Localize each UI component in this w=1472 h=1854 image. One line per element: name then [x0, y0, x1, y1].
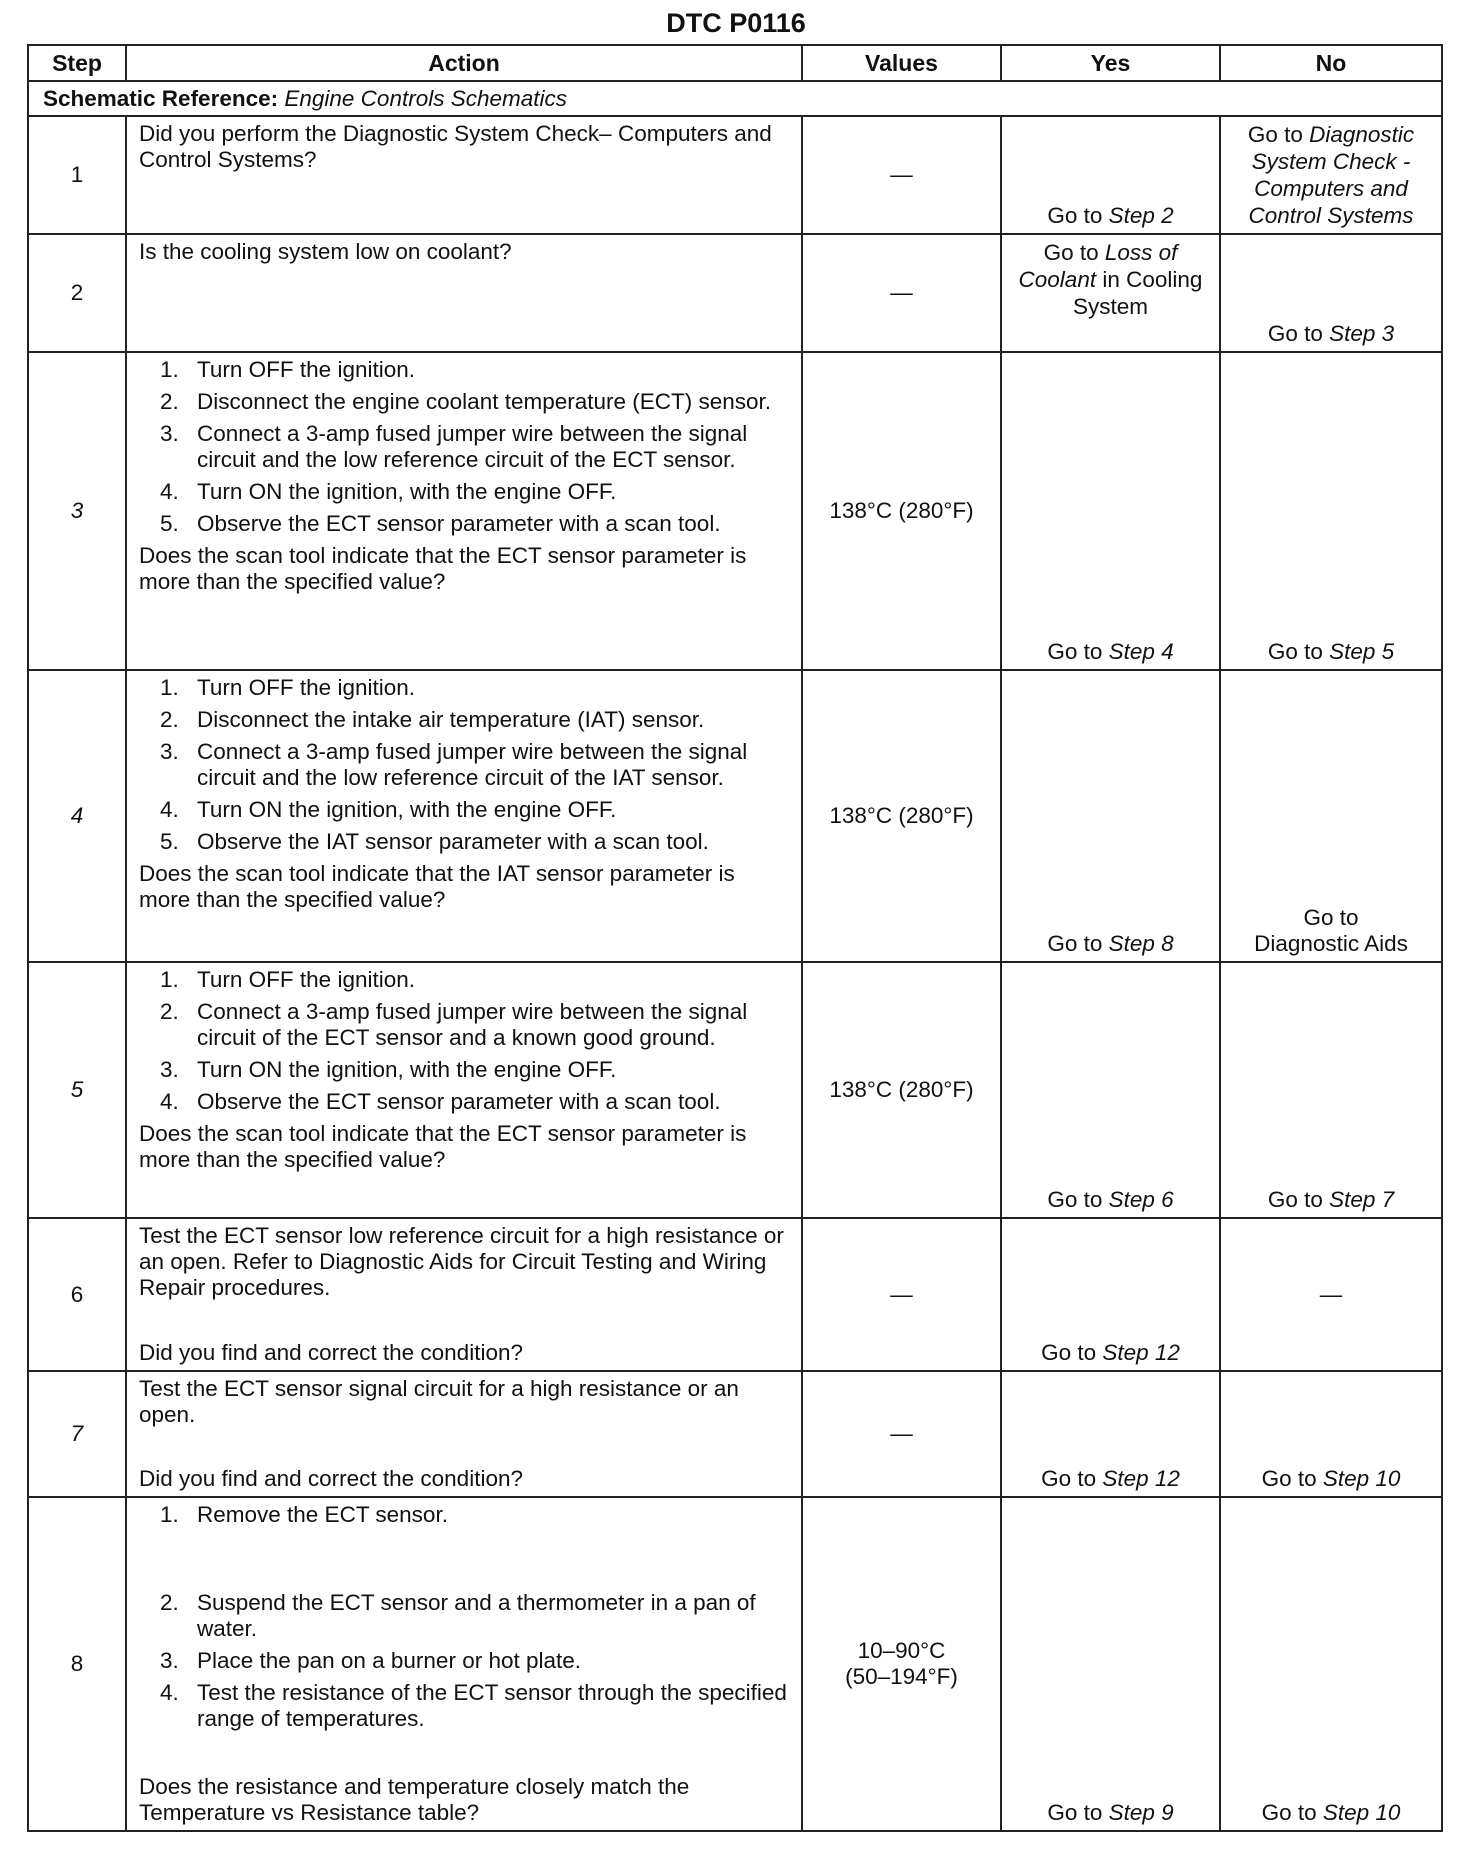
- step-number: 6: [28, 1218, 126, 1371]
- question-text: Does the resistance and temperature closely match the Temperature vs Resistance table?: [139, 1774, 690, 1825]
- question-text: Does the scan tool indicate that the ECT sensor parameter is more than the specified value?: [139, 1121, 747, 1172]
- step-number: 7: [28, 1371, 126, 1497]
- yes-link[interactable]: Loss of Coolant: [1018, 240, 1178, 292]
- yes-cell: Go to Step 12: [1001, 1371, 1220, 1497]
- table-row: [28, 1371, 1442, 1497]
- table-row: [28, 352, 1442, 670]
- action-list: [139, 675, 791, 855]
- yes-link[interactable]: Step 12: [1102, 1340, 1180, 1365]
- question-text: Did you find and correct the condition?: [139, 1466, 523, 1491]
- value-cell: 138°C (280°F): [802, 352, 1001, 670]
- value-cell: —: [802, 1371, 1001, 1497]
- action-list: [139, 357, 791, 537]
- action-list: [139, 1502, 791, 1732]
- action-text: Test the ECT sensor low reference circuit for a high resistance or an open. Refer to Diagnostic Aids for Circuit Testing and Wiring Repair procedures.: [139, 1223, 784, 1300]
- question-text: Did you find and correct the condition?: [139, 1340, 523, 1365]
- list-item: 1. Turn OFF the ignition.: [160, 357, 416, 382]
- list-item: 3. Turn ON the ignition, with the engine OFF.: [160, 1057, 617, 1082]
- list-item: 3. Connect a 3-amp fused jumper wire between the signal circuit and the low reference circuit of the ECT sensor.: [160, 421, 748, 472]
- yes-link[interactable]: Step 9: [1108, 1800, 1174, 1825]
- action-cell: [126, 1218, 802, 1371]
- list-item: 3. Connect a 3-amp fused jumper wire between the signal circuit and the low reference circuit of the IAT sensor.: [160, 739, 748, 790]
- action-text: Test the ECT sensor signal circuit for a high resistance or an open.: [139, 1376, 739, 1427]
- no-cell: Go to Step 5: [1220, 352, 1442, 670]
- dtc-table: [27, 44, 1443, 1832]
- yes-link[interactable]: Step 2: [1108, 203, 1174, 228]
- no-cell: Go to Step 10: [1220, 1371, 1442, 1497]
- table-row: [28, 962, 1442, 1218]
- no-link[interactable]: Step 10: [1322, 1800, 1401, 1825]
- list-item: 4. Test the resistance of the ECT sensor through the specified range of temperatures.: [160, 1680, 787, 1731]
- yes-link[interactable]: Step 6: [1108, 1187, 1174, 1212]
- action-cell: [126, 352, 802, 670]
- no-link[interactable]: Step 3: [1329, 321, 1395, 346]
- no-link[interactable]: Diagnostic Aids: [1254, 931, 1408, 956]
- value-cell: —: [802, 1218, 1001, 1371]
- yes-link[interactable]: Step 4: [1108, 639, 1174, 664]
- action-cell: [126, 1371, 802, 1497]
- question-text: Does the scan tool indicate that the IAT sensor parameter is more than the specified value?: [139, 861, 735, 912]
- header-action: Action: [126, 45, 802, 81]
- yes-cell: Go to Step 8: [1001, 670, 1220, 962]
- table-row: [28, 116, 1442, 234]
- question-text: Does the scan tool indicate that the ECT sensor parameter is more than the specified value?: [139, 543, 747, 594]
- schematic-reference: Schematic Reference: Engine Controls Schematics: [28, 81, 1442, 116]
- schematic-link[interactable]: Engine Controls Schematics: [284, 85, 568, 111]
- step-number: 3: [28, 352, 126, 670]
- value-cell: —: [802, 234, 1001, 352]
- no-cell: Go to Diagnostic System Check - Computers and Control Systems: [1220, 116, 1442, 234]
- table-row: [28, 234, 1442, 352]
- no-cell: Go to Step 7: [1220, 962, 1442, 1218]
- step-number: 5: [28, 962, 126, 1218]
- action-cell: Did you perform the Diagnostic System Check– Computers and Control Systems?: [126, 116, 802, 234]
- no-cell: Go to Step 3: [1220, 234, 1442, 352]
- action-cell: [126, 1497, 802, 1831]
- list-item: 5. Observe the ECT sensor parameter with a scan tool.: [160, 511, 721, 536]
- list-item: 1. Remove the ECT sensor.: [160, 1502, 448, 1527]
- yes-cell: Go to Step 12: [1001, 1218, 1220, 1371]
- list-item: 1. Turn OFF the ignition.: [160, 967, 416, 992]
- schematic-row: [28, 81, 1442, 116]
- step-number: 8: [28, 1497, 126, 1831]
- yes-link[interactable]: Step 8: [1108, 931, 1174, 956]
- no-link[interactable]: Diagnostic System Check -: [1251, 122, 1415, 174]
- action-cell: [126, 962, 802, 1218]
- list-item: 2. Disconnect the engine coolant temperature (ECT) sensor.: [160, 389, 772, 414]
- table-row: [28, 1497, 1442, 1831]
- step-number: 1: [28, 116, 126, 234]
- list-item: 2. Connect a 3-amp fused jumper wire between the signal circuit of the ECT sensor and a known good ground.: [160, 999, 748, 1050]
- step-number: 2: [28, 234, 126, 352]
- list-item: 2. Disconnect the intake air temperature (IAT) sensor.: [160, 707, 705, 732]
- yes-cell: Go to Step 4: [1001, 352, 1220, 670]
- action-cell: Is the cooling system low on coolant?: [126, 234, 802, 352]
- header-step: Step: [28, 45, 126, 81]
- header-yes: Yes: [1001, 45, 1220, 81]
- yes-cell: Go to Step 9: [1001, 1497, 1220, 1831]
- list-item: 5. Observe the IAT sensor parameter with a scan tool.: [160, 829, 709, 854]
- value-cell: 10–90°C (50–194°F): [802, 1497, 1001, 1831]
- header-values: Values: [802, 45, 1001, 81]
- value-cell: 138°C (280°F): [802, 670, 1001, 962]
- header-no: No: [1220, 45, 1442, 81]
- yes-cell: Go to Loss of Coolant in Cooling System: [1001, 234, 1220, 352]
- header-row: [28, 45, 1442, 81]
- step-number: 4: [28, 670, 126, 962]
- yes-cell: Go to Step 2: [1001, 116, 1220, 234]
- list-item: 1. Turn OFF the ignition.: [160, 675, 416, 700]
- list-item: 4. Observe the ECT sensor parameter with a scan tool.: [160, 1089, 721, 1114]
- no-cell: —: [1220, 1218, 1442, 1371]
- no-link[interactable]: Step 7: [1329, 1187, 1395, 1212]
- no-link[interactable]: Step 5: [1329, 639, 1395, 664]
- no-cell: Go to Diagnostic Aids: [1220, 670, 1442, 962]
- list-item: 2. Suspend the ECT sensor and a thermometer in a pan of water.: [160, 1590, 756, 1641]
- value-cell: —: [802, 116, 1001, 234]
- action-cell: [126, 670, 802, 962]
- list-item: 4. Turn ON the ignition, with the engine OFF.: [160, 797, 617, 822]
- page-title: DTC P0116: [666, 8, 806, 38]
- no-link[interactable]: Step 10: [1322, 1466, 1401, 1491]
- value-cell: 138°C (280°F): [802, 962, 1001, 1218]
- action-list: [139, 967, 791, 1115]
- list-item: 3. Place the pan on a burner or hot plate.: [160, 1648, 582, 1673]
- yes-cell: Go to Step 6: [1001, 962, 1220, 1218]
- table-row: [28, 1218, 1442, 1371]
- no-cell: Go to Step 10: [1220, 1497, 1442, 1831]
- yes-link[interactable]: Step 12: [1102, 1466, 1180, 1491]
- list-item: 4. Turn ON the ignition, with the engine OFF.: [160, 479, 617, 504]
- table-row: [28, 670, 1442, 962]
